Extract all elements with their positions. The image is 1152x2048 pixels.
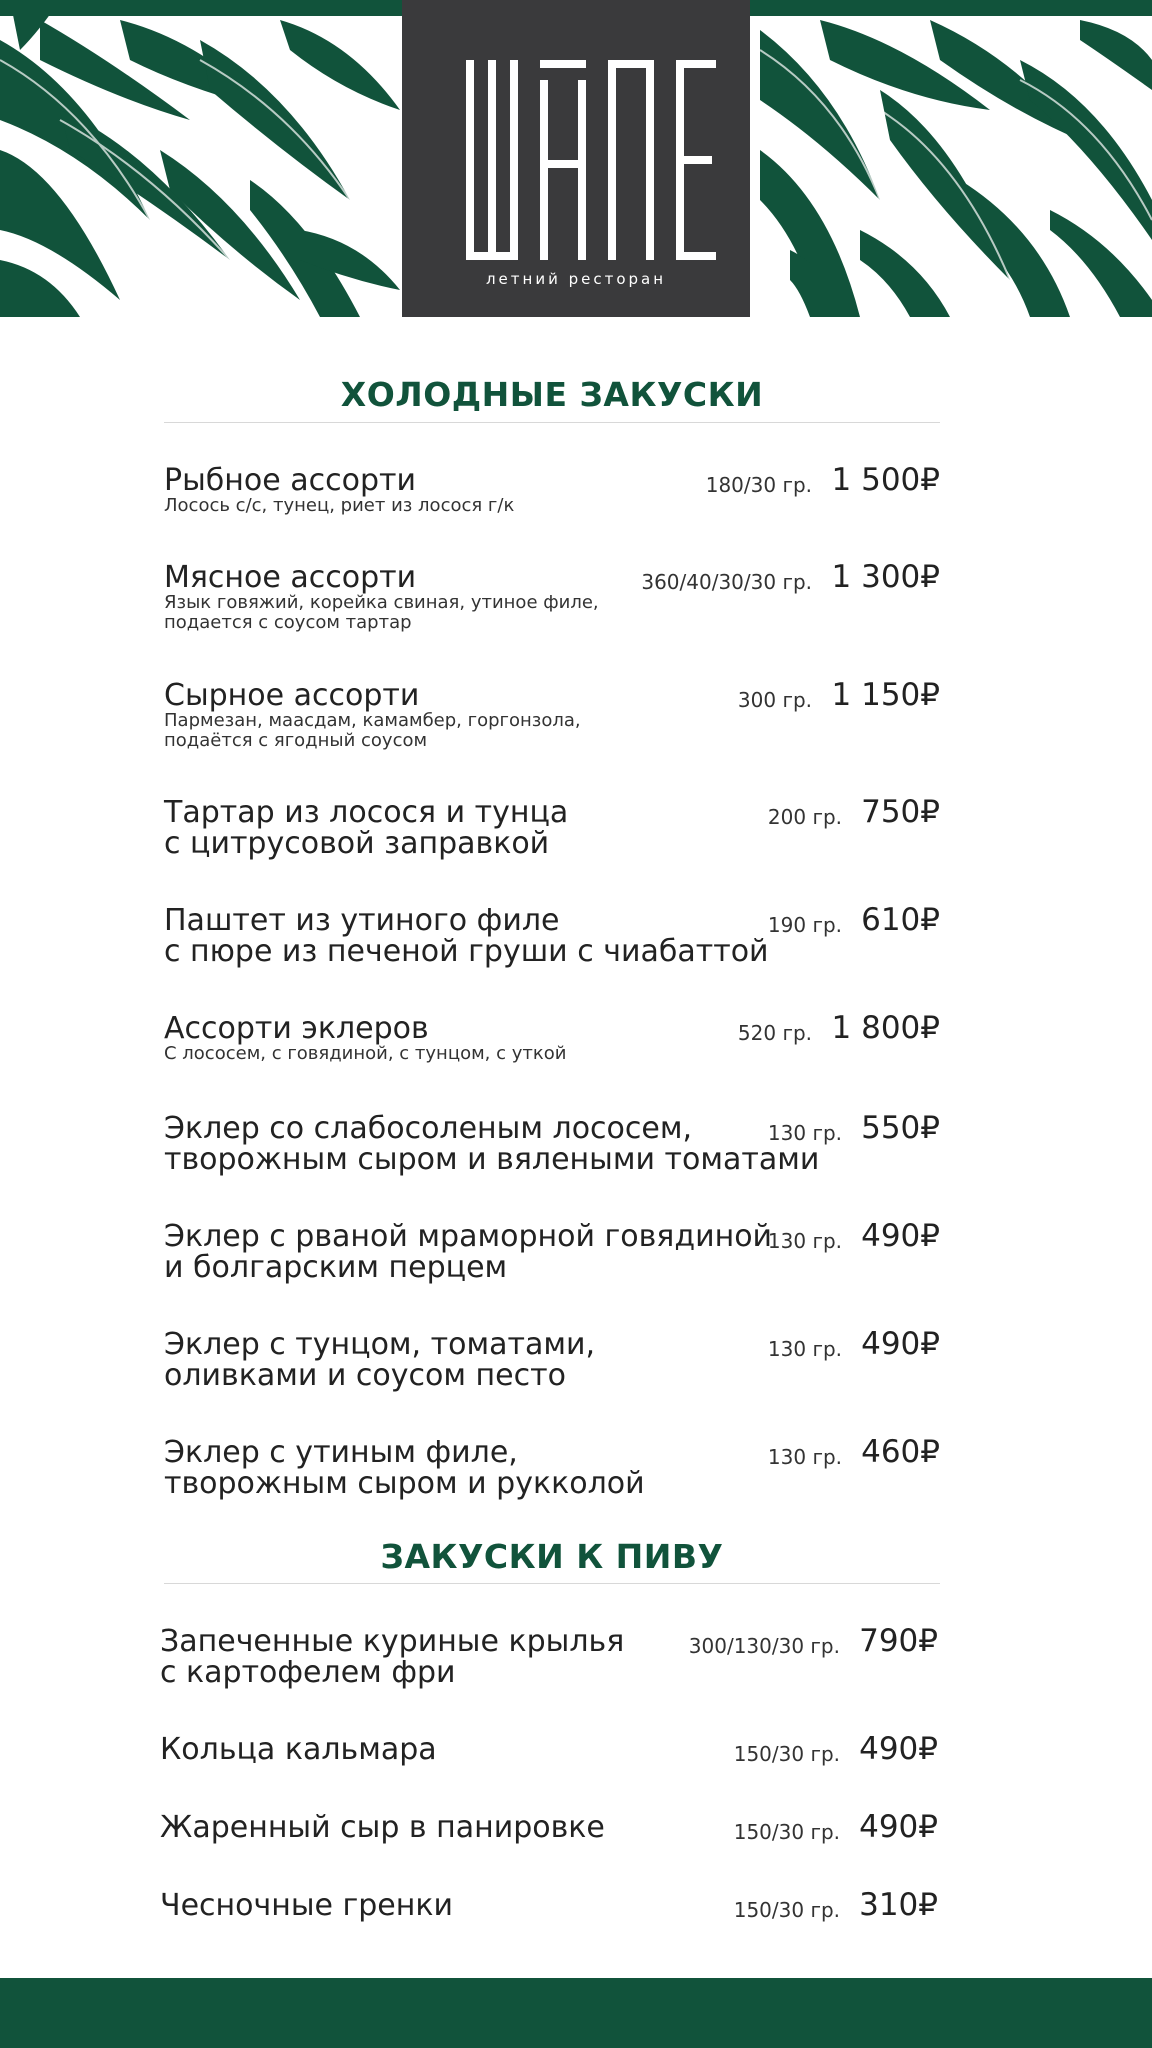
item-price: 610₽ bbox=[861, 902, 940, 938]
menu-item bbox=[164, 1326, 940, 1393]
item-name: Эклер с утиным филе, творожным сыром и рукколой bbox=[164, 1435, 645, 1501]
item-weight: 360/40/30/30 гр. bbox=[641, 570, 812, 594]
item-weight: 130 гр. bbox=[767, 1121, 842, 1145]
menu-item bbox=[164, 1218, 940, 1285]
item-name: Жаренный сыр в панировке bbox=[160, 1810, 605, 1845]
menu-header bbox=[0, 0, 1152, 317]
menu-item bbox=[164, 462, 940, 516]
item-weight: 150/30 гр. bbox=[733, 1820, 840, 1844]
item-weight: 150/30 гр. bbox=[733, 1742, 840, 1766]
item-description: С лососем, с говядиной, с тунцом, с уткой bbox=[164, 1043, 567, 1064]
item-name: Эклер с рваной мраморной говядиной и болгарским перцем bbox=[164, 1219, 773, 1285]
footer-bar bbox=[0, 1978, 1152, 2048]
menu-item bbox=[164, 794, 940, 861]
item-name: Кольца кальмара bbox=[160, 1732, 437, 1767]
item-weight: 300 гр. bbox=[737, 688, 812, 712]
item-price: 490₽ bbox=[859, 1731, 938, 1767]
item-name: Запеченные куриные крылья с картофелем фри bbox=[160, 1624, 625, 1690]
item-weight: 130 гр. bbox=[767, 1229, 842, 1253]
menu-item bbox=[164, 1110, 940, 1177]
menu-item bbox=[160, 1809, 938, 1845]
menu-item bbox=[164, 1010, 940, 1064]
item-weight: 180/30 гр. bbox=[705, 473, 812, 497]
menu-item bbox=[160, 1731, 938, 1767]
item-price: 1 300₽ bbox=[831, 559, 940, 595]
item-price: 1 150₽ bbox=[831, 677, 940, 713]
item-weight: 130 гр. bbox=[767, 1337, 842, 1361]
menu-item bbox=[164, 1434, 940, 1501]
section-divider bbox=[164, 422, 940, 423]
item-name: Мясное ассорти bbox=[164, 560, 417, 595]
menu-item bbox=[164, 902, 940, 969]
menu-item bbox=[164, 559, 940, 633]
item-price: 750₽ bbox=[861, 794, 940, 830]
item-description: Лосось с/с, тунец, риет из лосося г/к bbox=[164, 495, 515, 516]
item-price: 1 500₽ bbox=[831, 462, 940, 498]
item-weight: 190 гр. bbox=[767, 913, 842, 937]
item-price: 490₽ bbox=[861, 1218, 940, 1254]
item-description: Язык говяжий, корейка свиная, утиное филе, подается с соусом тартар bbox=[164, 592, 599, 633]
logo-subtitle: летний ресторан bbox=[485, 270, 667, 288]
menu-item bbox=[160, 1623, 938, 1690]
item-price: 490₽ bbox=[859, 1809, 938, 1845]
item-name: Паштет из утиного филе с пюре из печеной груши с чиабаттой bbox=[164, 903, 769, 969]
section-title-cold-appetizers: ХОЛОДНЫЕ ЗАКУСКИ bbox=[340, 375, 764, 414]
menu-item bbox=[160, 1887, 938, 1923]
item-name: Эклер с тунцом, томатами, оливками и соусом песто bbox=[164, 1327, 596, 1393]
item-name: Эклер со слабосоленым лососем, творожным сыром и вялеными томатами bbox=[164, 1111, 820, 1177]
item-weight: 300/130/30 гр. bbox=[688, 1634, 840, 1658]
item-price: 490₽ bbox=[861, 1326, 940, 1362]
item-weight: 130 гр. bbox=[767, 1445, 842, 1469]
item-price: 460₽ bbox=[861, 1434, 940, 1470]
item-weight: 150/30 гр. bbox=[733, 1898, 840, 1922]
section-title-beer-snacks: ЗАКУСКИ К ПИВУ bbox=[380, 1537, 724, 1576]
item-name: Чесночные гренки bbox=[160, 1888, 453, 1923]
item-price: 550₽ bbox=[861, 1110, 940, 1146]
item-price: 790₽ bbox=[859, 1623, 938, 1659]
item-name: Тартар из лосося и тунца с цитрусовой заправкой bbox=[164, 795, 569, 861]
item-name: Рыбное ассорти bbox=[164, 463, 416, 498]
item-weight: 520 гр. bbox=[737, 1021, 812, 1045]
menu-item bbox=[164, 677, 940, 751]
logo-wordmark bbox=[402, 40, 750, 270]
item-weight: 200 гр. bbox=[767, 805, 842, 829]
item-name: Ассорти эклеров bbox=[164, 1011, 429, 1046]
section-divider bbox=[164, 1583, 940, 1584]
logo bbox=[402, 0, 750, 317]
item-price: 310₽ bbox=[859, 1887, 938, 1923]
item-name: Сырное ассорти bbox=[164, 678, 420, 713]
item-price: 1 800₽ bbox=[831, 1010, 940, 1046]
item-description: Пармезан, маасдам, камамбер, горгонзола, подаётся с ягодный соусом bbox=[164, 710, 581, 751]
